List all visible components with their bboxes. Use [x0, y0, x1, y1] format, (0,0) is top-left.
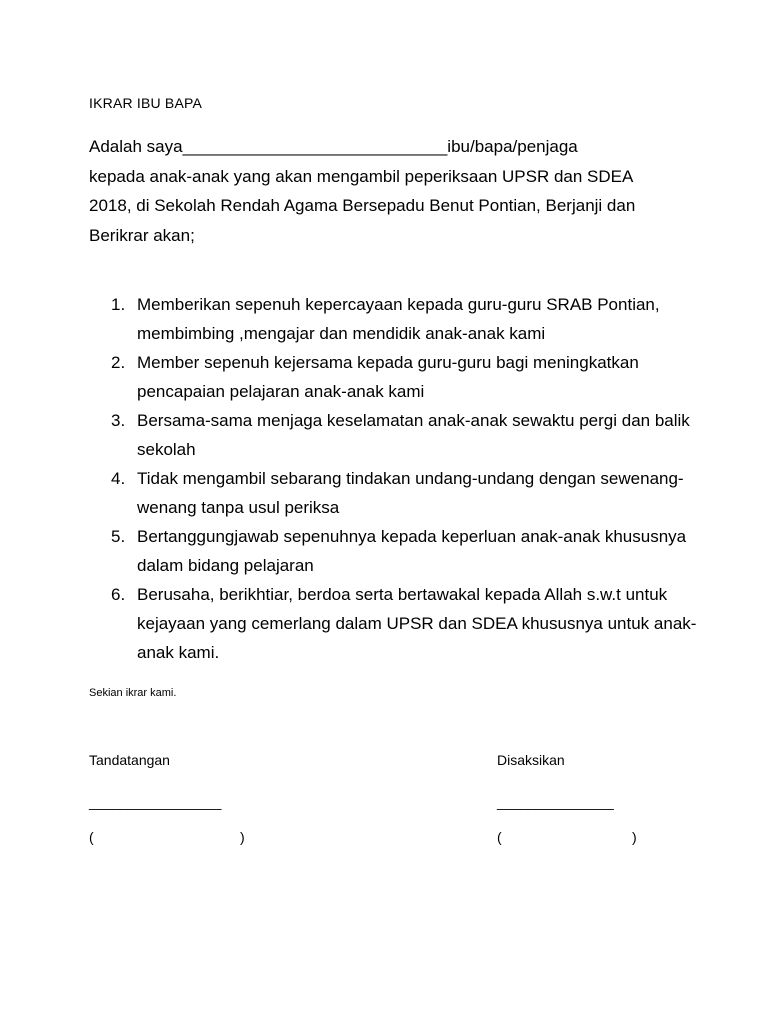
name-paren-close: )	[240, 829, 245, 845]
signature-label: Tandatangan	[89, 752, 170, 768]
witness-signature-line: _______________	[497, 794, 614, 810]
pledge-item	[0, 348, 768, 406]
intro-line: Berikrar akan;	[89, 225, 195, 245]
pledge-text: Memberikan sepenuh kepercayaan kepada guru-guru SRAB Pontian, membimbing ,mengajar dan mendidik anak-anak kami	[137, 295, 660, 343]
name-paren-open: (	[497, 829, 502, 845]
pledge-item	[0, 464, 768, 522]
pledge-number: 1.	[111, 295, 126, 314]
pledge-text: Bersama-sama menjaga keselamatan anak-anak sewaktu pergi dan balik sekolah	[137, 411, 690, 459]
witness-label: Disaksikan	[497, 752, 565, 768]
pledge-list	[0, 290, 768, 667]
pledge-item	[0, 580, 768, 667]
pledge-number: 5.	[111, 527, 126, 546]
signature-line: _________________	[89, 794, 222, 810]
closing-statement: Sekian ikrar kami.	[89, 687, 177, 699]
pledge-number: 2.	[111, 353, 126, 372]
pledge-item	[0, 406, 768, 464]
pledge-number: 4.	[111, 469, 126, 488]
pledge-text: Member sepenuh kejersama kepada guru-guru bagi meningkatkan pencapaian pelajaran anak-anak kami	[137, 353, 639, 401]
intro-line: kepada anak-anak yang akan mengambil peperiksaan UPSR dan SDEA	[89, 166, 634, 186]
pledge-number: 6.	[111, 585, 126, 604]
name-paren-close: )	[632, 829, 637, 845]
pledge-text: Tidak mengambil sebarang tindakan undang-undang dengan sewenang-wenang tanpa usul periksa	[137, 469, 684, 517]
pledge-text: Berusaha, berikhtiar, berdoa serta bertawakal kepada Allah s.w.t untuk kejayaan yang cemerlang dalam UPSR dan SDEA khususnya untuk anak-anak kami.	[137, 585, 697, 662]
intro-line: Adalah saya____________________________ibu/bapa/penjaga	[89, 137, 578, 156]
document-title: IKRAR IBU BAPA	[89, 95, 203, 111]
name-paren-open: (	[89, 829, 94, 845]
intro-line: 2018, di Sekolah Rendah Agama Bersepadu Benut Pontian, Berjanji dan	[89, 196, 636, 215]
intro-paragraph	[89, 132, 729, 250]
pledge-item	[0, 522, 768, 580]
pledge-item	[0, 290, 768, 348]
pledge-number: 3.	[111, 411, 126, 430]
pledge-text: Bertanggungjawab sepenuhnya kepada keperluan anak-anak khususnya dalam bidang pelajaran	[137, 527, 687, 575]
